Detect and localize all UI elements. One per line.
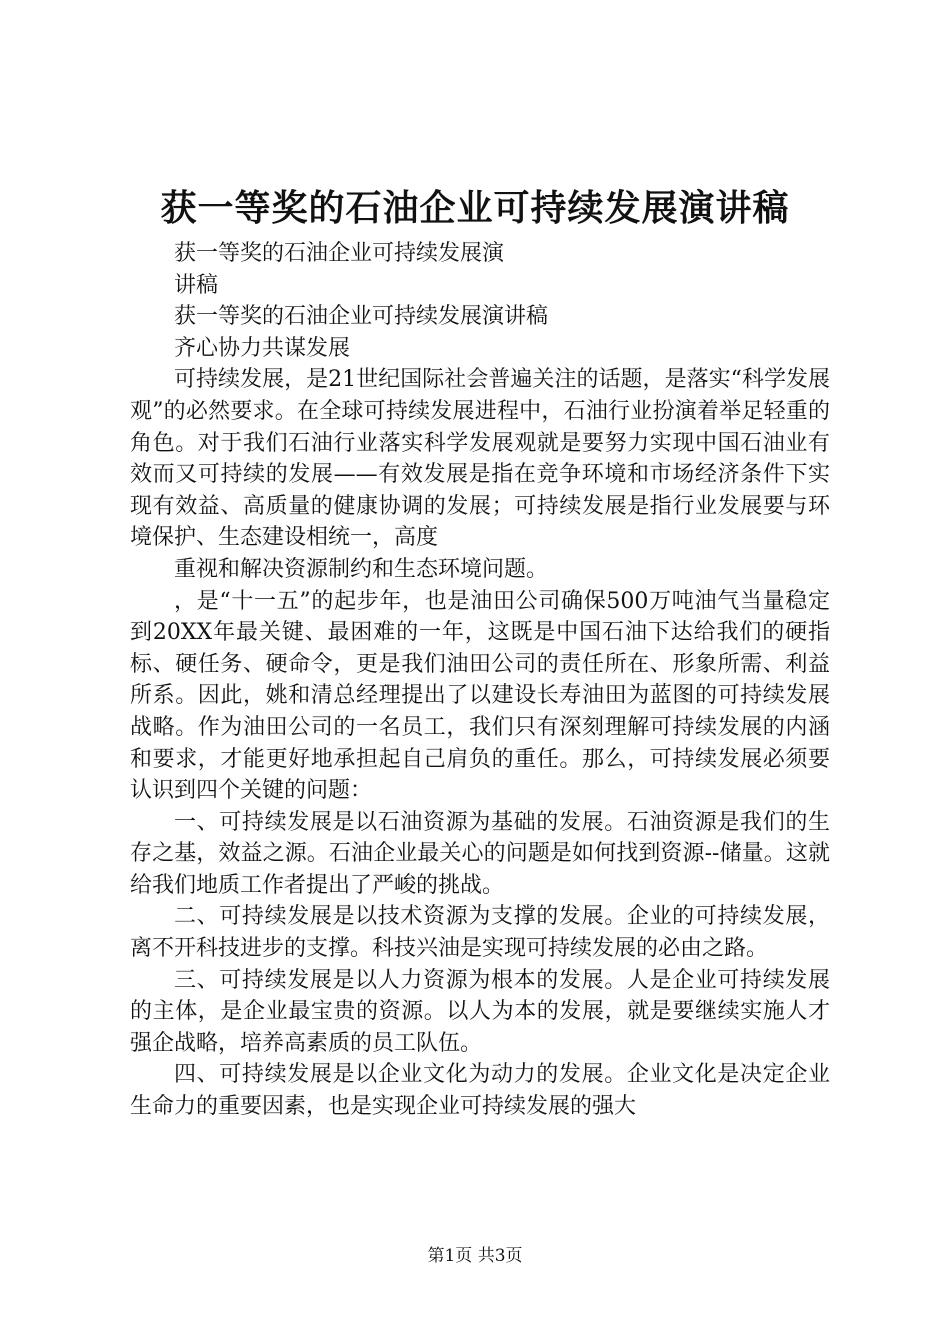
body-paragraph: 四、可持续发展是以企业文化为动力的发展。企业文化是决定企业生命力的重要因素，也是实现企业可持续发展的强大 (130, 1062, 830, 1120)
page-number-footer: 第1页 共3页 (427, 1246, 523, 1266)
body-paragraph: 三、可持续发展是以人力资源为根本的发展。人是企业可持续发展的主体，是企业最宝贵的资源。以人为本的发展，就是要继续实施人才强企战略，培养高素质的员工队伍。 (130, 967, 830, 1056)
body-paragraph: ，是“十一五”的起步年，也是油田公司确保500万吨油气当量稳定到20XX年最关键、最困难的一年，这既是中国石油下达给我们的硬指标、硬任务、硬命令，更是我们油田公司的责任所在、形象所需、利益所系。因此，姚和清总经理提出了以建设长寿油田为蓝图的可持续发展战略。作为油田公司的一名员工，我们只有深刻理解可持续发展的内涵和要求，才能更好地承担起自己肩负的重任。那么，可持续发展必须要认识到四个关键的问题： (130, 588, 830, 804)
document-body (130, 238, 830, 1123)
body-paragraph: 一、可持续发展是以石油资源为基础的发展。石油资源是我们的生存之基，效益之源。石油企业最关心的问题是如何找到资源--储量。这就给我们地质工作者提出了严峻的挑战。 (130, 809, 830, 898)
body-paragraph: 可持续发展，是21世纪国际社会普遍关注的话题，是落实“科学发展观”的必然要求。在全球可持续发展进程中，石油行业扮演着举足轻重的角色。对于我们石油行业落实科学发展观就是要努力实现中国石油业有效而又可持续的发展——有效发展是指在竞争环境和市场经济条件下实现有效益、高质量的健康协调的发展；可持续发展是指行业发展要与环境保护、生态建设相统一，高度 (130, 367, 830, 551)
body-paragraph: 二、可持续发展是以技术资源为支撑的发展。企业的可持续发展，离不开科技进步的支撑。科技兴油是实现可持续发展的必由之路。 (130, 904, 830, 962)
header-line: 讲稿 (174, 272, 219, 298)
body-paragraph: 重视和解决资源制约和生态环境问题。 (174, 556, 549, 582)
header-line: 齐心协力共谋发展 (174, 335, 351, 361)
header-line: 获一等奖的石油企业可持续发展演 (174, 241, 505, 266)
document-title: 获一等奖的石油企业可持续发展演讲稿 (160, 187, 790, 229)
header-line: 获一等奖的石油企业可持续发展演讲稿 (174, 304, 549, 330)
